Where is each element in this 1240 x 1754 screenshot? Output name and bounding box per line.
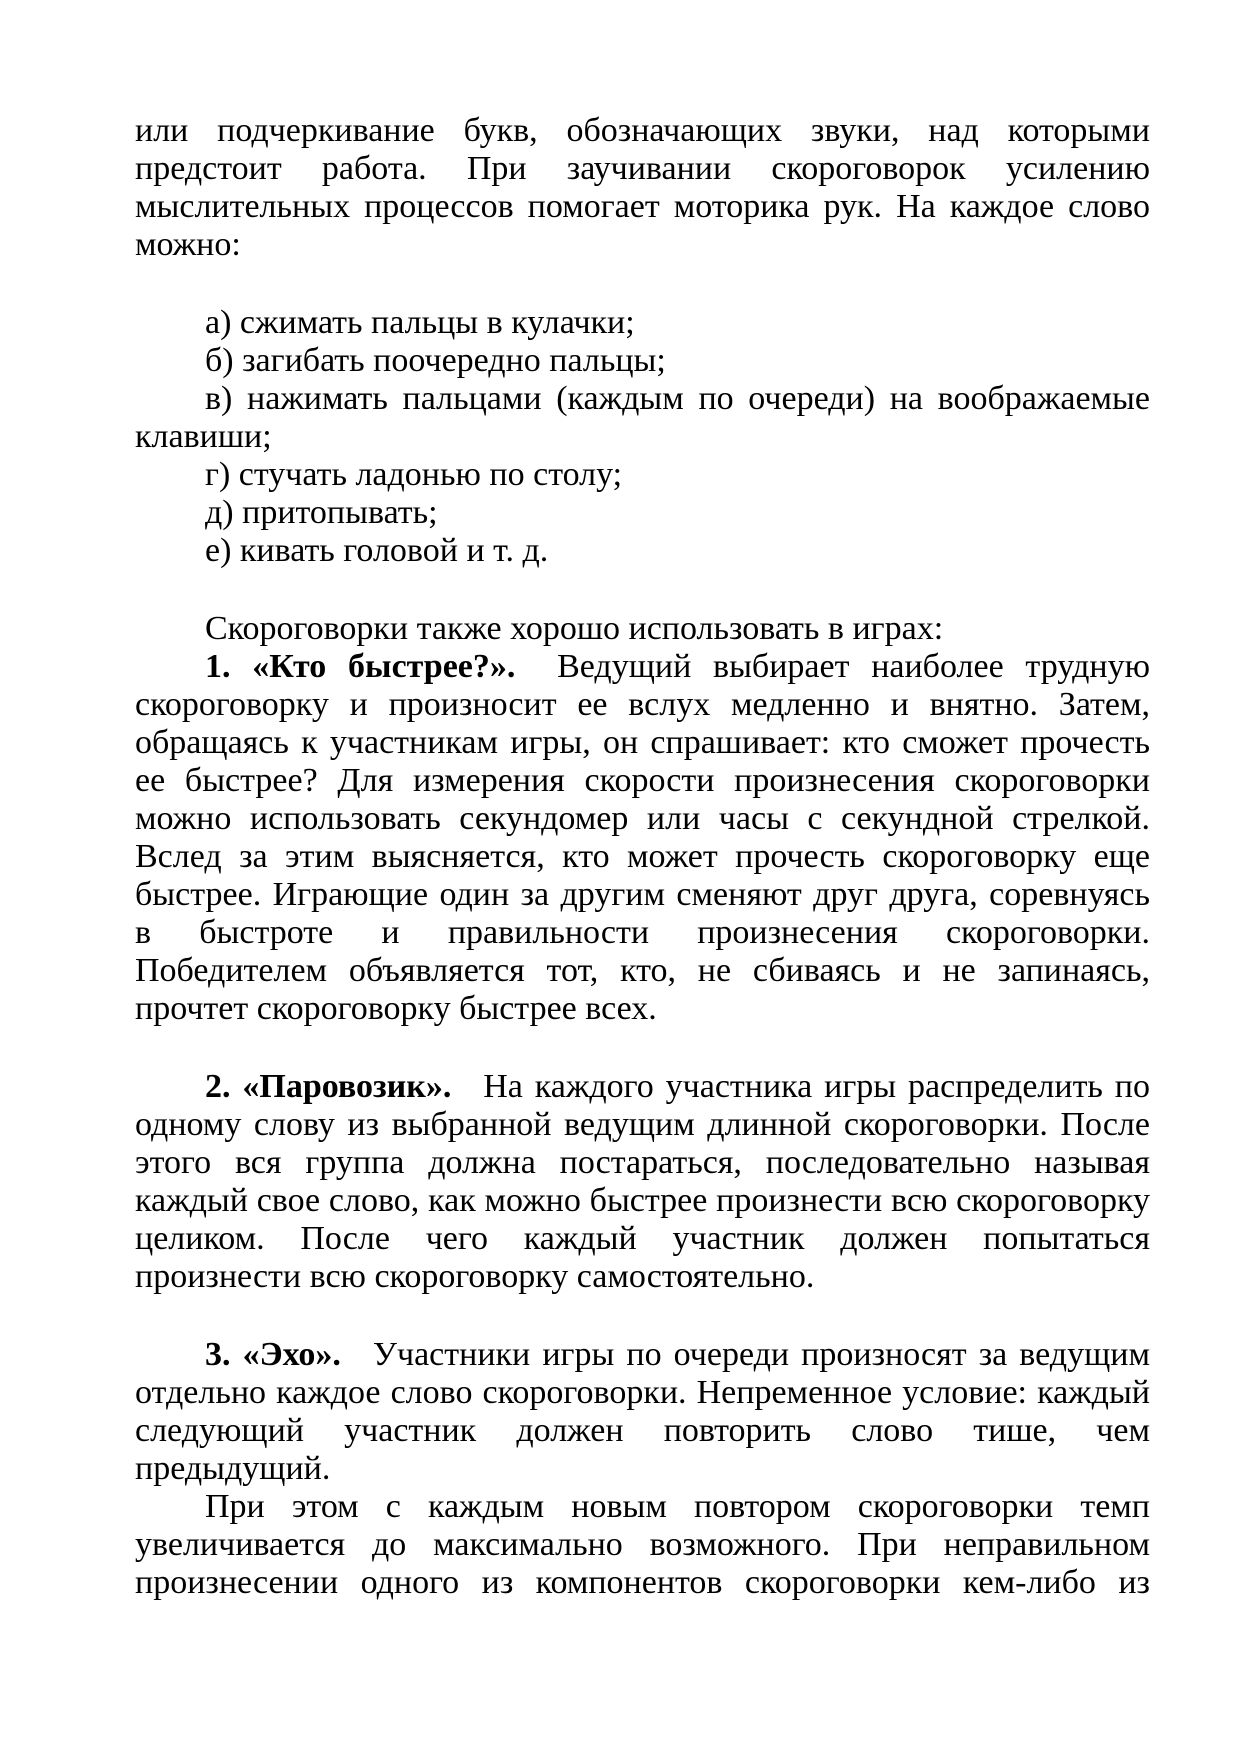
paragraph-games-intro: Скороговорки также хорошо использовать в играх:: [205, 610, 944, 647]
game-paragraph-1: [135, 648, 1150, 1028]
list-item: е) кивать головой и т. д.: [205, 532, 549, 569]
list-item: в) нажимать пальцами (каждым по очереди) на воображаемые клавиши;: [135, 380, 1150, 455]
paragraph-intro: или подчеркивание букв, обозначающих звуки, над которыми предстоит работа. При заучивании скороговорок усилению мыслительных процессов помогает моторика рук. На каждое слово можно:: [135, 112, 1150, 263]
game-paragraph-3: [135, 1336, 1150, 1488]
text-content: [135, 112, 1150, 1602]
blank-line: [135, 1028, 1150, 1068]
game-title-2: 2. «Паровозик».: [205, 1068, 452, 1105]
paragraph-closing: При этом с каждым новым повтором скороговорки темп увеличивается до максимально возможного. При неправильном произнесении одного из компонентов скороговорки кем-либо из: [135, 1488, 1150, 1601]
blank-line: [135, 570, 1150, 610]
blank-line: [135, 1296, 1150, 1336]
list-item: г) стучать ладонью по столу;: [205, 456, 623, 493]
game-title-3: 3. «Эхо».: [205, 1336, 341, 1373]
game-body-3: Участники игры по очереди произносят за ведущим отдельно каждое слово скороговорки. Непременное условие: каждый следующий участник должен повторить слово тише, чем предыдущий.: [135, 1336, 1150, 1487]
list-item: а) сжимать пальцы в кулачки;: [205, 304, 635, 341]
game-body-2: На каждого участника игры распределить по одному слову из выбранной ведущим длинной скороговорки. После этого вся группа должна постараться, последовательно называя каждый свое слово, как можно быстрее произнести всю скороговорку целиком. После чего каждый участник должен попытаться произнести всю скороговорку самостоятельно.: [135, 1068, 1151, 1295]
game-title-1: 1. «Кто быстрее?».: [205, 648, 516, 685]
blank-line: [135, 264, 1150, 304]
game-paragraph-2: [135, 1068, 1150, 1296]
list-item: д) притопывать;: [205, 494, 438, 531]
list-item: б) загибать поочередно пальцы;: [205, 342, 666, 379]
game-body-1: Ведущий выбирает наиболее трудную скороговорку и произносит ее вслух медленно и внятно. Затем, обращаясь к участникам игры, он спрашивает: кто сможет прочесть ее быстрее? Для измерения скорости произнесения скороговорки можно использовать секундомер или часы с секундной стрелкой. Вслед за этим выясняется, кто может прочесть скороговорку еще быстрее. Играющие один за другим сменяют друг друга, соревнуясь в быстроте и правильности произнесения скороговорки. Победителем объявляется тот, кто, не сбиваясь и не запинаясь, прочтет скороговорку быстрее всех.: [135, 648, 1150, 1027]
